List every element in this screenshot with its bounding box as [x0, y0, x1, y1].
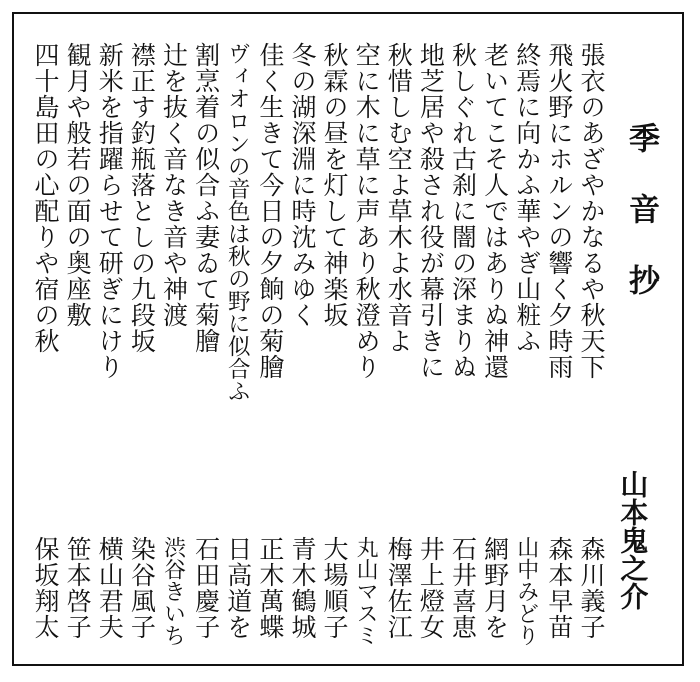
haiku-line: 秋しぐれ古刹に闇の深まりぬ	[448, 42, 478, 380]
poet-name: 渋谷きいち	[160, 536, 186, 646]
poet-name: 山中みどり	[513, 536, 539, 646]
poet-name: 井上燈女	[416, 536, 446, 640]
haiku-line: 張衣のあざやかなるや秋天下	[577, 42, 606, 380]
poet-name: 正木萬蝶	[255, 536, 285, 640]
column-title: 季音抄	[623, 122, 659, 335]
haiku-line: 終焉に向かふ華やぎ山粧ふ	[512, 42, 542, 354]
haiku-line: 冬の湖深淵に時沈みゆく	[287, 42, 317, 328]
haiku-line: 秋霖の昼を灯して神楽坂	[320, 42, 350, 328]
poet-name: 染谷風子	[127, 536, 157, 640]
haiku-line: ヴィオロンの音色は秋の野に似合ふ	[224, 42, 251, 402]
poet-name: 保坂翔太	[31, 536, 60, 640]
poet-name: 日高道を	[223, 536, 253, 640]
poet-name: 石井喜恵	[448, 536, 478, 640]
haiku-line: 辻を抜く音なき音や神渡	[159, 42, 189, 328]
poet-name: 網野月を	[480, 536, 510, 640]
haiku-line: 四十島田の心配りや宿の秋	[31, 42, 60, 354]
haiku-line: 佳く生きて今日の夕餉の菊膾	[255, 42, 285, 380]
poet-name: 梅澤佐江	[384, 536, 414, 640]
poet-name: 森本早苗	[544, 536, 574, 640]
poet-name: 青木鶴城	[287, 536, 317, 640]
poet-name: 横山君夫	[95, 536, 125, 640]
poet-name: 笹本啓子	[63, 536, 93, 640]
haiku-line: 割烹着の似合ふ妻ゐて菊膾	[191, 42, 221, 354]
poet-name: 森川義子	[577, 536, 606, 640]
poet-name: 石田慶子	[191, 536, 221, 640]
haiku-line: 老いてこそ人ではありぬ神還	[480, 42, 510, 380]
haiku-line: 地芝居や殺され役が幕引きに	[416, 42, 446, 380]
haiku-line: 飛火野にホルンの響く夕時雨	[544, 42, 574, 380]
haiku-line: 秋惜しむ空よ草木よ水音よ	[384, 42, 414, 354]
haiku-line: 襟正す釣瓶落としの九段坂	[127, 42, 157, 354]
haiku-line: 観月や般若の面の奥座敷	[63, 42, 93, 328]
poet-name: 大場順子	[320, 536, 350, 640]
haiku-line: 新米を指躍らせて研ぎにけり	[95, 42, 125, 380]
poet-name: 丸山マスミ	[353, 536, 379, 646]
haiku-line: 空に木に草に声あり秋澄めり	[352, 42, 382, 380]
column-author: 山本鬼之介	[616, 470, 650, 610]
